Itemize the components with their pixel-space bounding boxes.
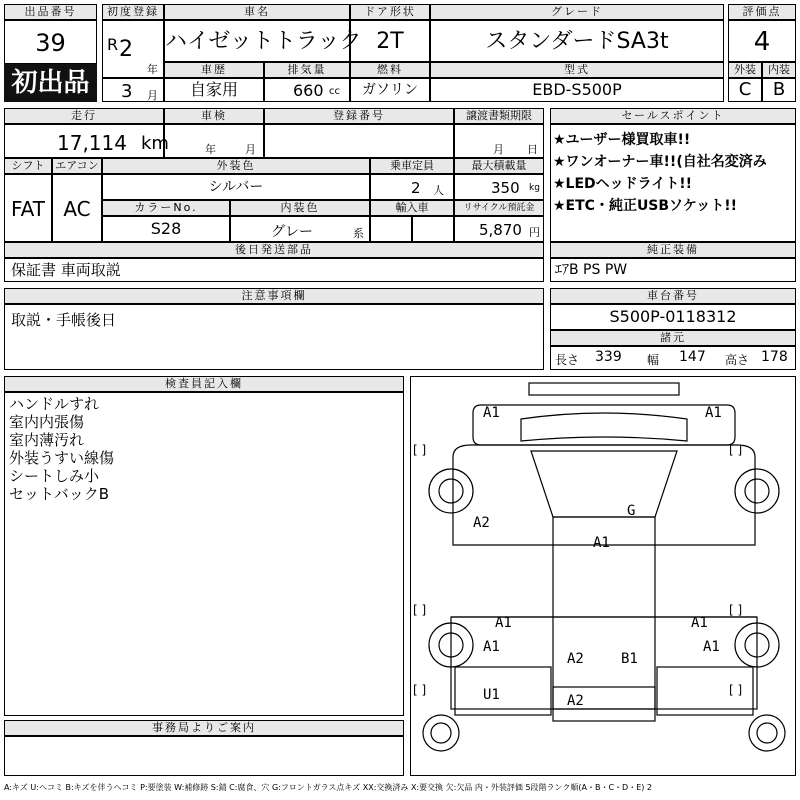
sales-point-item: ★ユーザー様買取車!! xyxy=(553,132,691,148)
width-label: 幅 xyxy=(647,353,660,367)
recycle-unit: 円 xyxy=(529,226,540,239)
max-load-unit: kg xyxy=(529,183,540,193)
max-load: 350 xyxy=(491,179,520,197)
interior-grade: B xyxy=(762,78,796,102)
bracket-marker: [ ] xyxy=(413,603,427,617)
score: 4 xyxy=(728,20,796,62)
era: R xyxy=(107,35,119,54)
sales-point-item: ★ETC・純正USBソケット!! xyxy=(553,198,737,214)
bracket-marker: [ ] xyxy=(729,443,743,457)
inspector-line: 室内薄汚れ xyxy=(9,431,85,449)
damage-mark: A2 xyxy=(567,651,584,667)
color-no-label: カラーNo. xyxy=(102,200,230,216)
bracket-marker: [ ] xyxy=(729,683,743,697)
chassis-number: S500P-0118312 xyxy=(550,304,796,330)
ac: AC xyxy=(52,174,102,242)
office-label: 事務局よりご案内 xyxy=(4,720,404,736)
color-no: S28 xyxy=(102,216,230,242)
model-label: 型式 xyxy=(430,62,724,78)
damage-mark: A2 xyxy=(473,515,490,531)
bracket-marker: [ ] xyxy=(413,683,427,697)
int-color: グレー xyxy=(271,224,313,240)
legend: A:キズ U:ヘコミ B:キズを伴うヘコミ P:要塗装 W:補修跡 S:錆 C:腐食、穴 G:フロントガラス点キズ XX:交換済み X:要交換 欠:欠品 内・外装評価 5段階ランク順(A・B・C・D・E) 2 xyxy=(4,783,653,792)
recycle: 5,870 xyxy=(479,221,522,239)
windshield-shape xyxy=(521,413,687,441)
door-type: 2T xyxy=(350,20,430,62)
first-reg-month-cell xyxy=(102,78,164,102)
sales-point-item: ★ワンオーナー車!!(自社名変済み xyxy=(553,154,767,170)
sales-point-item: ★LEDヘッドライト!! xyxy=(553,176,693,192)
front-right-wheel xyxy=(735,469,779,513)
insp-month-unit: 月 xyxy=(245,143,256,156)
front-panel-shape xyxy=(473,405,735,445)
cab-shape xyxy=(453,445,755,545)
ac-label: エアコン xyxy=(52,158,102,174)
grade: スタンダードSA3t xyxy=(430,20,724,62)
shift: FAT xyxy=(4,174,52,242)
car-name: ハイゼットトラック xyxy=(164,20,350,62)
notes-label: 注意事項欄 xyxy=(4,288,544,304)
damage-mark: A2 xyxy=(567,693,584,709)
damage-mark: U1 xyxy=(483,687,500,703)
interior-label: 内装 xyxy=(762,62,796,78)
sales-points-list xyxy=(550,124,796,242)
front-left-wheel xyxy=(429,469,473,513)
damage-mark: A1 xyxy=(703,639,720,655)
history: 自家用 xyxy=(164,78,264,102)
grade-label: グレード xyxy=(430,4,724,20)
reg-no-label: 登録番号 xyxy=(264,108,454,124)
cab-glass-shape xyxy=(531,451,677,517)
ext-color-label: 外装色 xyxy=(102,158,370,174)
inspector-line: 外装うすい線傷 xyxy=(9,449,115,467)
recycle-label: リサイクル預託金 xyxy=(454,200,544,216)
bracket-marker: [ ] xyxy=(413,443,427,457)
height: 178 xyxy=(761,349,788,365)
reg-no xyxy=(264,124,454,158)
damage-mark: A1 xyxy=(705,405,722,421)
length: 339 xyxy=(595,349,622,365)
lot-no-label: 出品番号 xyxy=(4,4,97,20)
import-label: 輸入車 xyxy=(370,200,454,216)
damage-mark: B1 xyxy=(621,651,638,667)
inspector-label: 検査員記入欄 xyxy=(4,376,404,392)
width: 147 xyxy=(679,349,706,365)
max-load-label: 最大積載量 xyxy=(454,158,544,174)
genuine-equipment: ｴｱB PS PW xyxy=(550,258,796,282)
capacity: 2 xyxy=(411,179,421,197)
inspector-line: ハンドルすれ xyxy=(9,395,100,413)
history-label: 車歴 xyxy=(164,62,264,78)
displacement: 660 xyxy=(293,81,324,100)
later-parts: 保証書 車両取説 xyxy=(4,258,544,282)
displacement-cell xyxy=(264,78,350,102)
height-label: 高さ xyxy=(725,353,750,367)
damage-mark: A1 xyxy=(483,405,500,421)
transfer-cell xyxy=(454,124,544,158)
left-gate-shape xyxy=(455,667,551,715)
damage-mark: A1 xyxy=(691,615,708,631)
sales-points-label: セールスポイント xyxy=(550,108,796,124)
mileage: 17,114 xyxy=(57,131,127,155)
transfer-month-unit: 月 xyxy=(493,143,504,156)
office-notes xyxy=(4,736,404,776)
car-name-label: 車名 xyxy=(164,4,350,20)
inspector-line: セットバックB xyxy=(9,485,109,503)
import-cell-2 xyxy=(412,216,454,242)
reg-year: 2 xyxy=(119,37,133,62)
spec-label: 諸元 xyxy=(550,330,796,346)
spec-row xyxy=(550,346,796,370)
import-cell-1 xyxy=(370,216,412,242)
transfer-day-unit: 日 xyxy=(527,143,538,156)
score-label: 評価点 xyxy=(728,4,796,20)
max-load-cell xyxy=(454,174,544,200)
first-reg-label: 初度登録 xyxy=(102,4,164,20)
length-label: 長さ xyxy=(555,353,580,367)
capacity-unit: 人 xyxy=(433,184,444,197)
genuine-equipment-label: 純正装備 xyxy=(550,242,796,258)
int-color-label: 内装色 xyxy=(230,200,370,216)
model: EBD-S500P xyxy=(430,78,724,102)
inspection-label: 車検 xyxy=(164,108,264,124)
bracket-marker: [ ] xyxy=(729,603,743,617)
capacity-label: 乗車定員 xyxy=(370,158,454,174)
fuel-label: 燃料 xyxy=(350,62,430,78)
later-parts-label: 後日発送部品 xyxy=(4,242,544,258)
shift-label: シフト xyxy=(4,158,52,174)
reg-month: 3 xyxy=(121,81,133,102)
mileage-unit: km xyxy=(141,133,169,154)
lot-no: 39 xyxy=(4,20,97,64)
exterior-label: 外装 xyxy=(728,62,762,78)
first-listing-badge: 初出品 xyxy=(4,64,97,102)
month-unit: 月 xyxy=(147,89,158,102)
door-label: ドア形状 xyxy=(350,4,430,20)
inspector-notes xyxy=(4,392,404,716)
mileage-label: 走行 xyxy=(4,108,164,124)
damage-mark: A1 xyxy=(495,615,512,631)
notes: 取説・手帳後日 xyxy=(4,304,544,370)
truck-outline xyxy=(411,377,797,777)
damage-mark: G xyxy=(627,503,636,519)
fuel: ガソリン xyxy=(350,78,430,102)
int-color-unit: 系 xyxy=(353,227,364,240)
front-bumper-shape xyxy=(529,383,679,395)
inspector-line: 室内内張傷 xyxy=(9,413,85,431)
chassis-label: 車台番号 xyxy=(550,288,796,304)
displacement-label: 排気量 xyxy=(264,62,350,78)
displacement-unit: cc xyxy=(329,86,340,97)
mileage-cell xyxy=(4,124,169,158)
ext-color: シルバー xyxy=(102,174,370,200)
transfer-label: 譲渡書類期限 xyxy=(454,108,544,124)
damage-mark: A1 xyxy=(593,535,610,551)
first-reg-year-cell xyxy=(102,20,164,78)
year-unit: 年 xyxy=(147,63,158,76)
damage-mark: A1 xyxy=(483,639,500,655)
recycle-cell xyxy=(454,216,544,242)
exterior-grade: C xyxy=(728,78,762,102)
int-color-cell xyxy=(230,216,370,242)
capacity-cell xyxy=(370,174,454,200)
inspection-cell xyxy=(164,124,264,158)
inspector-line: シートしみ小 xyxy=(9,467,100,485)
damage-diagram xyxy=(410,376,796,776)
insp-year-unit: 年 xyxy=(205,143,216,156)
